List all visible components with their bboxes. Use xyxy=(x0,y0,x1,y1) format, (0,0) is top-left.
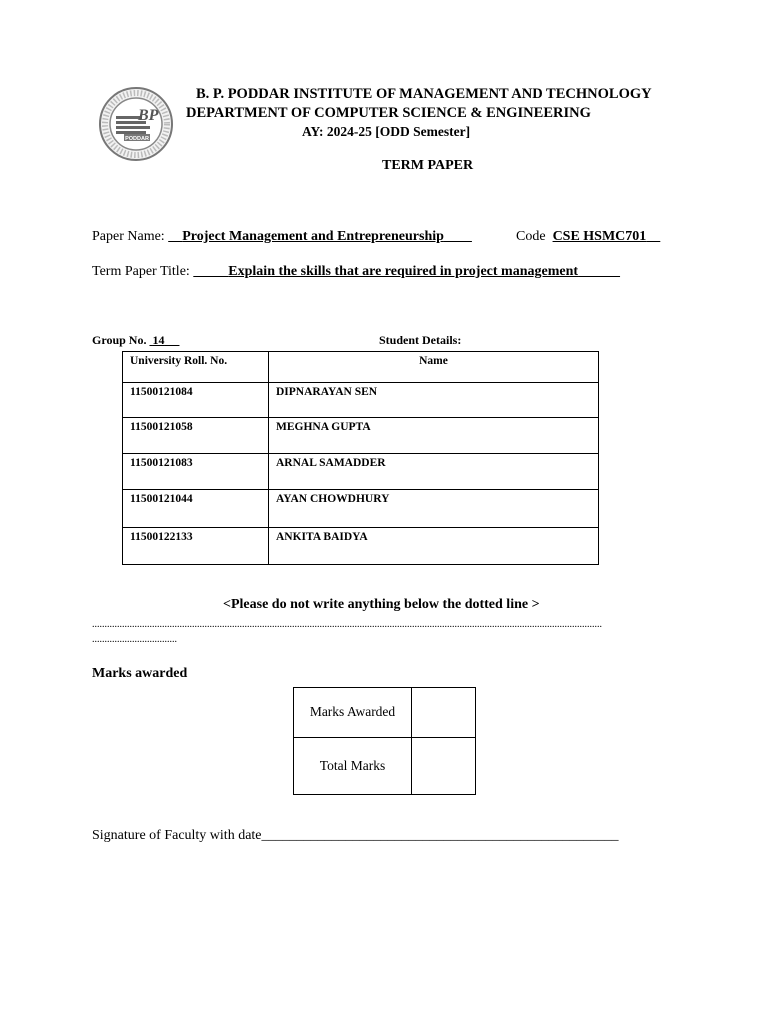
signature-label: Signature of Faculty with date xyxy=(92,828,262,843)
term-paper-title-label: Term Paper Title: xyxy=(92,264,190,279)
paper-name-label: Paper Name: xyxy=(92,229,165,244)
roll-cell: 11500121084 xyxy=(123,383,269,418)
total-marks-cell xyxy=(412,738,476,795)
svg-text:PODDAR: PODDAR xyxy=(125,136,149,142)
dotted-line-continuation: .................................. xyxy=(92,634,177,645)
marks-awarded-row xyxy=(294,688,476,738)
group-no-row xyxy=(92,333,179,348)
roll-cell: 11500122133 xyxy=(123,528,269,565)
table-row xyxy=(123,528,599,565)
marks-awarded-cell xyxy=(412,688,476,738)
paper-name-value: Project Management and Entrepreneurship xyxy=(182,229,444,244)
document-title: TERM PAPER xyxy=(382,158,474,173)
column-header-roll: University Roll. No. xyxy=(123,352,269,383)
paper-code-label: Code xyxy=(516,229,546,244)
dotted-line-notice: <Please do not write anything below the dotted line > xyxy=(223,597,540,612)
group-no-label: Group No. xyxy=(92,333,147,347)
svg-text:BP: BP xyxy=(138,107,159,124)
paper-name-row xyxy=(92,229,472,245)
total-marks-label: Total Marks xyxy=(294,738,412,795)
term-paper-title-value: Explain the skills that are required in project management xyxy=(228,264,579,279)
department-name: DEPARTMENT OF COMPUTER SCIENCE & ENGINEERING xyxy=(186,105,591,121)
student-details-table xyxy=(122,351,599,565)
paper-code-row xyxy=(516,229,660,245)
total-marks-row xyxy=(294,738,476,795)
table-header-row xyxy=(123,352,599,383)
marks-table xyxy=(293,687,476,795)
name-cell: MEGHNA GUPTA xyxy=(269,418,599,454)
marks-awarded-label: Marks Awarded xyxy=(294,688,412,738)
table-row xyxy=(123,490,599,528)
table-row xyxy=(123,454,599,490)
roll-cell: 11500121058 xyxy=(123,418,269,454)
academic-year: AY: 2024-25 [ODD Semester] xyxy=(302,124,471,139)
term-paper-title-row xyxy=(92,264,620,280)
dotted-line: ............................................................................................................................................................................................................ xyxy=(92,619,602,630)
student-details-label: Student Details: xyxy=(379,333,462,347)
signature-line: ___________________________________________________ xyxy=(261,828,619,843)
table-row xyxy=(123,383,599,418)
table-row xyxy=(123,418,599,454)
group-no-value: 14 xyxy=(152,333,165,347)
name-cell: DIPNARAYAN SEN xyxy=(269,383,599,418)
column-header-name: Name xyxy=(269,352,599,383)
marks-awarded-heading: Marks awarded xyxy=(92,666,188,681)
signature-row xyxy=(92,828,619,844)
institute-logo xyxy=(98,86,174,162)
roll-cell: 11500121083 xyxy=(123,454,269,490)
name-cell: ANKITA BAIDYA xyxy=(269,528,599,565)
name-cell: AYAN CHOWDHURY xyxy=(269,490,599,528)
institute-name: B. P. PODDAR INSTITUTE OF MANAGEMENT AND TECHNOLOGY xyxy=(196,86,652,102)
roll-cell: 11500121044 xyxy=(123,490,269,528)
name-cell: ARNAL SAMADDER xyxy=(269,454,599,490)
paper-code-value: CSE HSMC701 xyxy=(552,229,647,244)
